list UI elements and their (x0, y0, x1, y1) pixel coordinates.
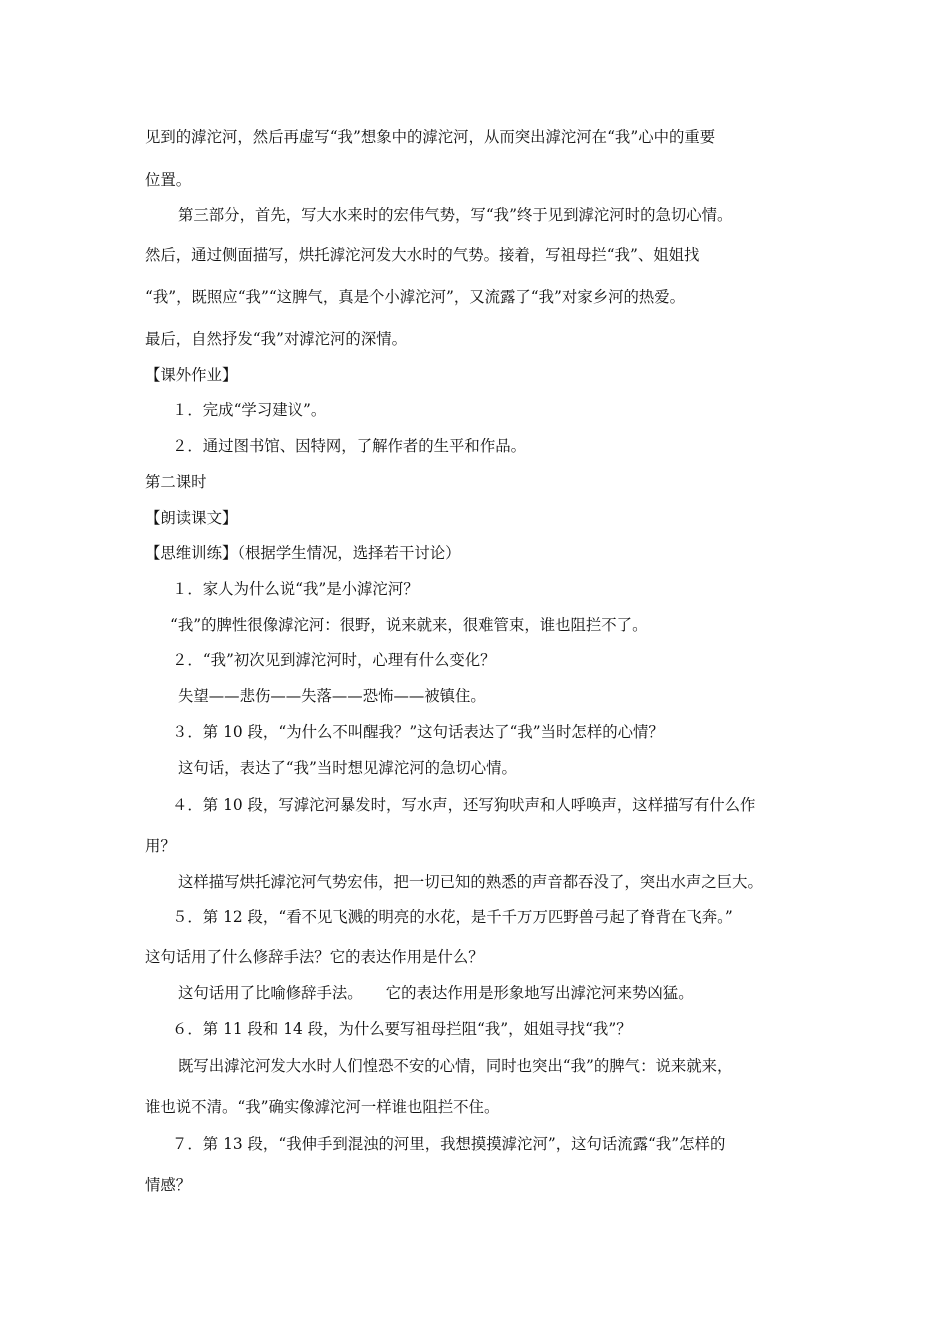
text-line: “我”，既照应“我”“这脾气，真是个小滹沱河”，又流露了“我”对家乡河的热爱。 (145, 288, 686, 306)
text-line: 这样描写烘托滹沱河气势宏伟，把一切已知的熟悉的声音都吞没了，突出水声之巨大。 (178, 873, 763, 891)
text-line: ５．第 12 段，“看不见飞溅的明亮的水花，是千千万万匹野兽弓起了脊背在飞奔。” (172, 908, 733, 926)
text-line: 见到的滹沱河，然后再虚写“我”想象中的滹沱河，从而突出滹沱河在“我”心中的重要 (145, 128, 716, 146)
text-line: 失望——悲伤——失落——恐怖——被镇住。 (178, 687, 486, 705)
text-line: １．完成“学习建议”。 (172, 401, 327, 419)
text-line: 最后，自然抒发“我”对滹沱河的深情。 (145, 330, 407, 348)
text-line: １．家人为什么说“我”是小滹沱河？ (172, 580, 419, 598)
section-heading: 【思维训练】（根据学生情况，选择若干讨论） (145, 544, 461, 562)
text-line: 用？ (145, 837, 176, 855)
text-line: 谁也说不清。“我”确实像滹沱河一样谁也阻拦不住。 (145, 1098, 500, 1116)
section-heading: 第二课时 (145, 473, 207, 491)
text-line: 位置。 (145, 171, 192, 189)
text-line: ７．第 13 段，“我伸手到混浊的河里，我想摸摸滹沱河”，这句话流露“我”怎样的 (172, 1135, 726, 1153)
section-heading: 【课外作业】 (145, 366, 238, 384)
text-line: 然后，通过侧面描写，烘托滹沱河发大水时的气势。接着，写祖母拦“我”、姐姐找 (145, 246, 700, 264)
text-line: 这句话，表达了“我”当时想见滹沱河的急切心情。 (178, 759, 517, 777)
section-heading: 【朗读课文】 (145, 509, 238, 527)
text-line: 既写出滹沱河发大水时人们惶恐不安的心情，同时也突出“我”的脾气：说来就来， (178, 1057, 733, 1075)
text-line: ４．第 10 段，写滹沱河暴发时，写水声，还写狗吠声和人呼唤声，这样描写有什么作 (172, 796, 756, 814)
text-line: ３．第 10 段，“为什么不叫醒我？”这句话表达了“我”当时怎样的心情？ (172, 723, 664, 741)
text-line: ２．通过图书馆、因特网，了解作者的生平和作品。 (172, 437, 526, 455)
text-line: 这句话用了比喻修辞手法。 它的表达作用是形象地写出滹沱河来势凶猛。 (178, 984, 694, 1002)
text-line: ６．第 11 段和 14 段，为什么要写祖母拦阻“我”，姐姐寻找“我”？ (172, 1020, 632, 1038)
text-line: 第三部分，首先，写大水来时的宏伟气势，写“我”终于见到滹沱河时的急切心情。 (178, 206, 733, 224)
text-line: 情感？ (145, 1176, 192, 1194)
text-line: ２．“我”初次见到滹沱河时，心理有什么变化？ (172, 651, 496, 669)
text-line: 这句话用了什么修辞手法？它的表达作用是什么？ (145, 948, 484, 966)
text-line: “我”的脾性很像滹沱河：很野，说来就来，很难管束，谁也阻拦不了。 (170, 616, 648, 634)
